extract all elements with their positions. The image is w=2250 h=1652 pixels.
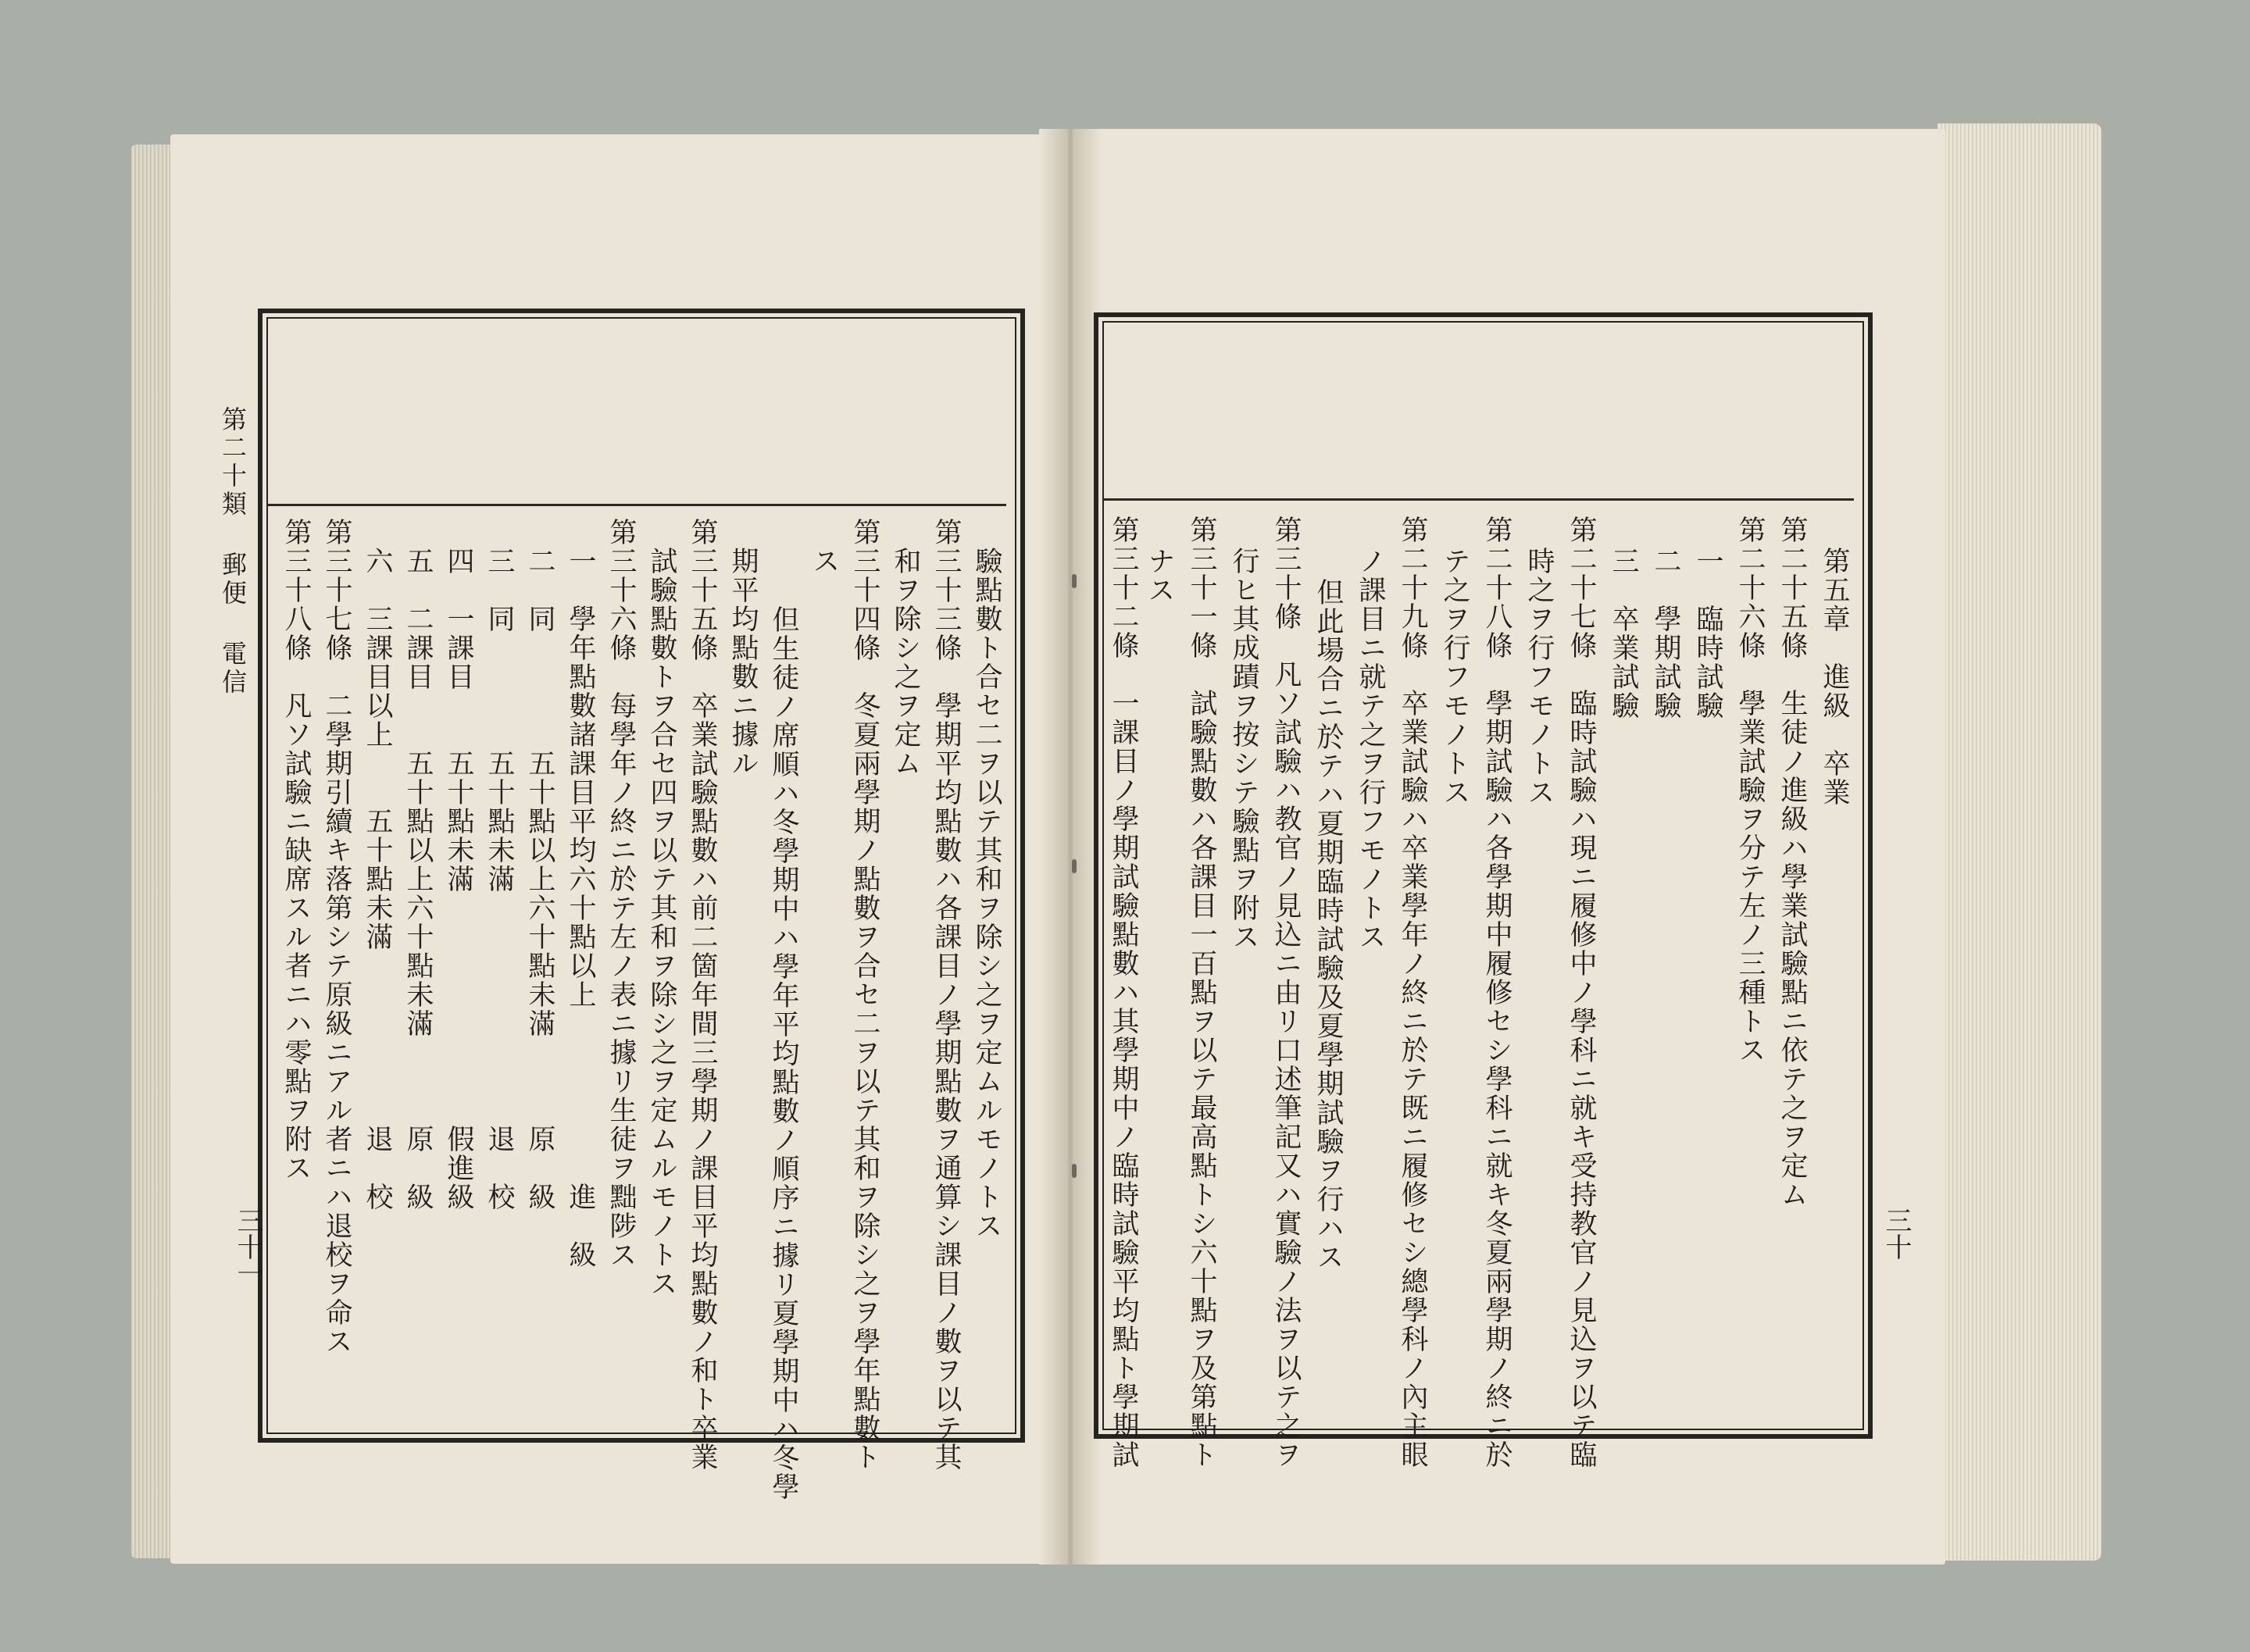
text-line: 第三十七條 二學期引續キ落第シテ原級ニアル者ニハ退校ヲ命ス [321, 518, 352, 1356]
text-line: 一 臨時試驗 [1692, 547, 1723, 720]
right-folio: 三十 [1880, 1207, 1912, 1260]
text-line: 二 同 五十點以上六十點未滿 原 級 [524, 547, 555, 1211]
text-line: 第三十四條 冬夏兩學期ノ點數ヲ合セ二ヲ以テ其和ヲ除シ之ヲ學年點數ト [849, 518, 880, 1472]
text-line: 二 學期試驗 [1650, 547, 1681, 720]
text-line: 第三十五條 卒業試驗點數ハ前二箇年間三學期ノ課目平均點數ノ和ト卒業 [687, 518, 718, 1472]
binding-stitch [1072, 1164, 1077, 1178]
text-line: 第二十八條 學期試驗ハ各學期中履修セシ學科ニ就キ冬夏兩學期ノ終ニ於 [1481, 516, 1512, 1469]
text-line: 第三十條 凡ソ試驗ハ教官ノ見込ニ由リ口述筆記又ハ實驗ノ法ヲ以テ之ヲ [1270, 516, 1302, 1469]
left-folio: 三十一 [232, 1207, 263, 1286]
binding-stitch [1072, 574, 1077, 588]
text-line: 行ヒ其成蹟ヲ按シテ驗點ヲ附ス [1228, 547, 1259, 951]
text-line: 第三十三條 學期平均點數ハ各課目ノ學期點數ヲ通算シ課目ノ數ヲ以テ其 [930, 518, 962, 1472]
text-line: 第三十八條 凡ソ試驗ニ缺席スル者ニハ零點ヲ附ス [280, 518, 312, 1183]
text-line: 和ヲ除シ之ヲ定ム [890, 547, 921, 778]
text-line: 第二十九條 卒業試驗ハ卒業學年ノ終ニ於テ既ニ履修セシ總學科ノ內主眼 [1397, 516, 1428, 1469]
text-line: 第三十二條 一課目ノ學期試驗點數ハ其學期中ノ臨時試驗平均點ト學期試 [1108, 516, 1139, 1469]
book-gutter [1039, 129, 1102, 1565]
text-line: 四 一課目 五十點未滿 假進級 [443, 547, 474, 1211]
text-line: 但此場合ニ於テハ夏期臨時試驗及夏學期試驗ヲ行ハス [1312, 578, 1344, 1272]
text-line: 第三十一條 試驗點數ハ各課目一百點ヲ以テ最高點トシ六十點ヲ及第點ト [1186, 516, 1217, 1469]
chapter-heading: 第五章 進級 卒業 [1819, 547, 1850, 807]
text-line: 六 三課目以上 五十點未滿 退 校 [362, 547, 393, 1211]
running-head: 第二十類 郵便 電信 [218, 406, 248, 697]
text-line: ノ課目ニ就テ之ヲ行フモノトス [1355, 547, 1386, 951]
right-page-edges [1938, 123, 2102, 1561]
text-line: 但生徒ノ席順ハ冬學期中ハ學年平均點數ノ順序ニ據リ夏學期中ハ冬學 [768, 605, 799, 1501]
text-line: 試驗點數トヲ合セ四ヲ以テ其和ヲ除シ之ヲ定ムルモノトス [646, 547, 677, 1298]
text-line: 期平均點數ニ據ル [727, 547, 759, 778]
text-line: 第三十六條 每學年ノ終ニ於テ左ノ表ニ據リ生徒ヲ黜陟ス [605, 518, 637, 1269]
left-header-rule [268, 504, 1006, 506]
binding-stitch [1072, 859, 1077, 873]
text-line: 一 學年點數諸課目平均六十點以上 進 級 [565, 547, 596, 1269]
text-line: ス [809, 547, 840, 576]
text-line: 時之ヲ行フモノトス [1523, 547, 1555, 807]
text-line: 三 同 五十點未滿 退 校 [484, 547, 515, 1211]
text-line: 五 二課目 五十點以上六十點未滿 原 級 [402, 547, 434, 1211]
text-line: 第二十七條 臨時試驗ハ現ニ履修中ノ學科ニ就キ受持教官ノ見込ヲ以テ臨 [1566, 516, 1597, 1469]
text-line: ナス [1144, 547, 1175, 605]
text-line: 第二十六條 學業試驗ヲ分テ左ノ三種トス [1734, 516, 1766, 1065]
text-line: 第二十五條 生徒ノ進級ハ學業試驗點ニ依テ之ヲ定ム [1777, 516, 1808, 1209]
right-header-rule [1104, 498, 1854, 501]
text-line: 驗點數ト合セ二ヲ以テ其和ヲ除シ之ヲ定ムルモノトス [971, 547, 1002, 1240]
text-line: テ之ヲ行フモノトス [1439, 547, 1470, 807]
text-line: 三 卒業試驗 [1608, 547, 1639, 720]
